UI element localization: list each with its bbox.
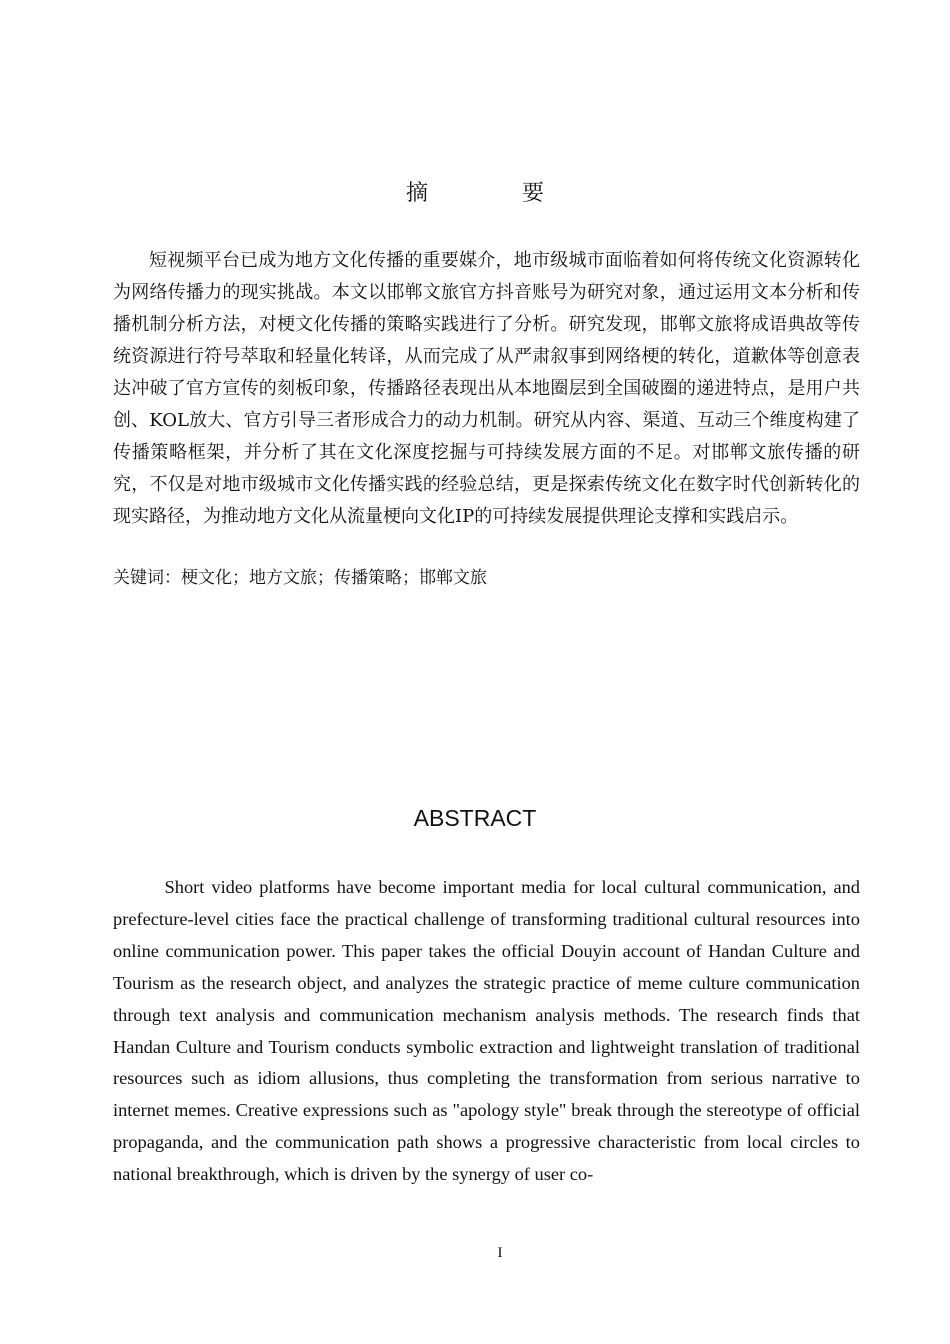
page-number: I — [497, 1245, 503, 1261]
keywords-label: 关键词： — [113, 568, 181, 588]
chinese-abstract-title: 摘 要 — [405, 181, 580, 206]
english-abstract-title: ABSTRACT — [413, 805, 537, 831]
chinese-abstract-body: 短视频平台已成为地方文化传播的重要媒介，地市级城市面临着如何将传统文化资源转化为网络传播力的现实挑战。本文以邯郸文旅官方抖音账号为研究对象，通过运用文本分析和传播机制分析方法，对梗文化传播的策略实践进行了分析。研究发现，邯郸文旅将成语典故等传统资源进行符号萃取和轻量化转译，从而完成了从严肃叙事到网络梗的转化，道歉体等创意表达冲破了官方宣传的刻板印象，传播路径表现出从本地圈层到全国破圈的递进特点，是用户共创、KOL放大、官方引导三者形成合力的动力机制。研究从内容、渠道、互动三个维度构建了传播策略框架，并分析了其在文化深度挖掘与可持续发展方面的不足。对邯郸文旅传播的研究，不仅是对地市级城市文化传播实践的经验总结，更是探索传统文化在数字时代创新转化的现实路径，为推动地方文化从流量梗向文化IP的可持续发展提供理论支撑和实践启示。 — [113, 250, 860, 527]
chinese-keywords — [113, 564, 860, 592]
keywords-text: 梗文化；地方文旅；传播策略；邯郸文旅 — [181, 568, 487, 588]
english-abstract-body: Short video platforms have become important media for local cultural communication, and prefecture-level cities face the practical challenge of transforming traditional cultural resources into online communication power. This paper takes the official Douyin account of Handan Culture and Tourism as the research object, and analyzes the strategic practice of meme culture communication through text analysis and communication mechanism analysis methods. The research finds that Handan Culture and Tourism conducts symbolic extraction and lightweight translation of traditional resources such as idiom allusions, thus completing the transformation from serious narrative to internet memes. Creative expressions such as "apology style" break through the stereotype of official propaganda, and the communication path shows a progressive characteristic from local circles to national breakthrough, which is driven by the synergy of user co- — [113, 877, 860, 1185]
